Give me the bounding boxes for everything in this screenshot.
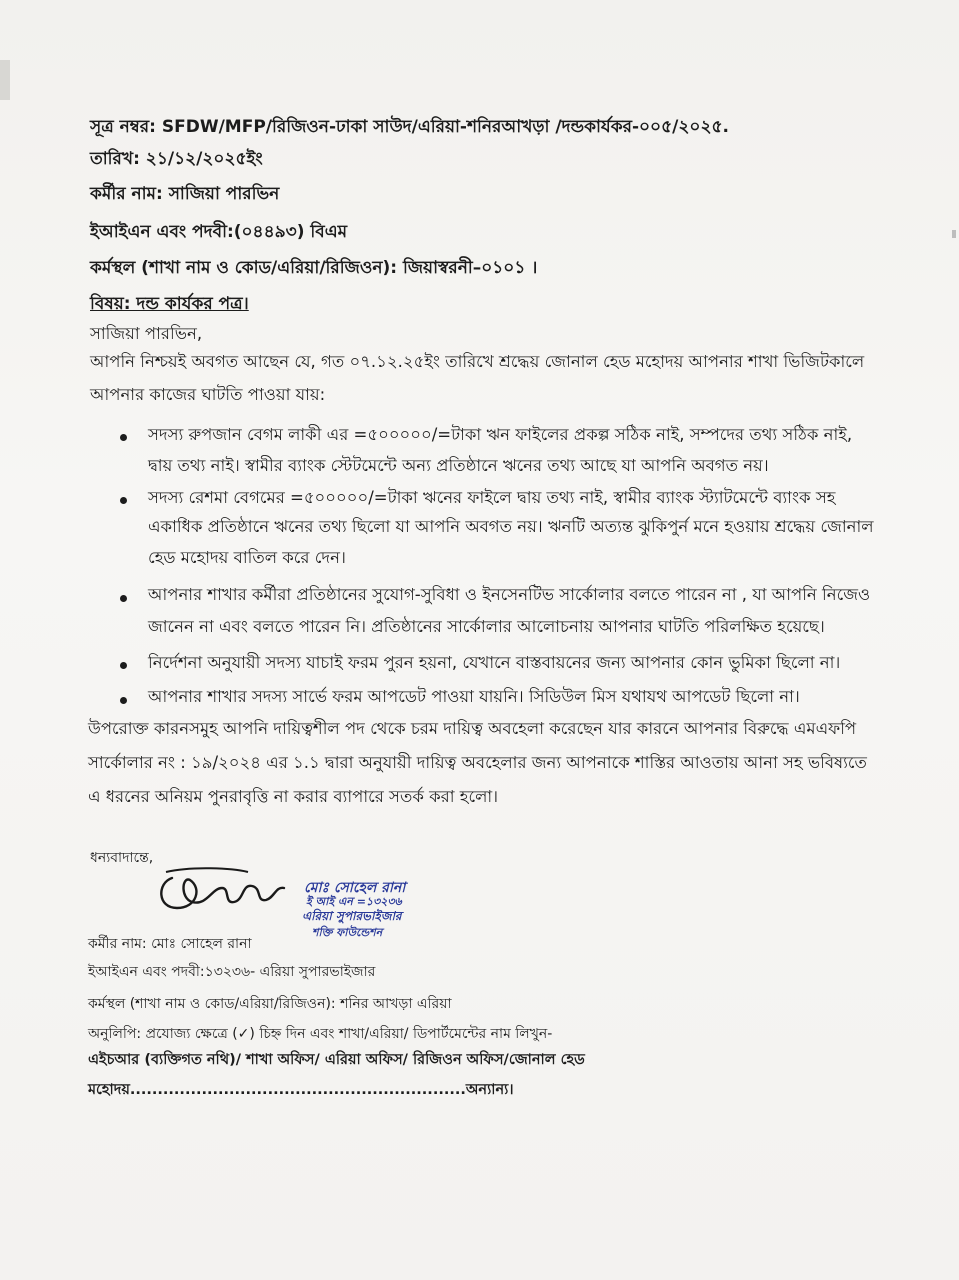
conclusion-line-1: উপরোক্ত কারনসমুহ আপনি দায়িত্বশীল পদ থেকে চরম দায়িত্ব অবহেলা করেছেন যার কারনে আপনার বিরুদ্ধে এমএফপি — [88, 719, 857, 738]
bullet-icon — [120, 595, 127, 602]
stamp-line-4: শক্তি ফাউন্ডেশন — [312, 926, 383, 939]
scan-edge-mark — [0, 60, 10, 100]
closing: ধন্যবাদান্তে, — [90, 850, 154, 866]
cc-line-2: এইচআর (ব্যক্তিগত নথি)/ শাখা অফিস/ এরিয়া অফিস/ রিজিওন অফিস/জোনাল হেড — [88, 1052, 585, 1068]
intro-line-2: আপনার কাজের ঘাটতি পাওয়া যায়: — [90, 385, 326, 404]
bullet-5-line-1: আপনার শাখার সদস্য সার্ভে ফরম আপডেট পাওয়া যায়নি। সিডিউল মিস যথাযথ আপডেট ছিলো না। — [148, 687, 800, 706]
salutation: সাজিয়া পারভিন, — [90, 324, 203, 343]
official-stamp — [300, 876, 440, 944]
cc-line-3: মহোদয়.............................................................অন্যান্য। — [88, 1082, 514, 1098]
sender-workplace: কর্মস্থল (শাখা নাম ও কোড/এরিয়া/রিজিওন): শনির আখড়া এরিয়া — [88, 996, 452, 1012]
employee-name: কর্মীর নাম: সাজিয়া পারভিন — [90, 184, 280, 204]
sender-ein-designation: ইআইএন এবং পদবী:১৩২৩৬- এরিয়া সুপারভাইজার — [88, 964, 376, 980]
bullet-4-line-1: নির্দেশনা অনুযায়ী সদস্য যাচাই ফরম পুরন হয়না, যেখানে বাস্তবায়নের জন্য আপনার কোন ভুমিকা ছিলো না। — [148, 653, 841, 672]
bullet-icon — [120, 697, 127, 704]
letter-date: তারিখ: ২১/১২/২০২৫ইং — [90, 149, 263, 169]
bullet-2-line-1: সদস্য রেশমা বেগমের =৫০০০০০/=টাকা ঋনের ফাইলে দ্বায় তথ্য নাই, স্বামীর ব্যাংক স্ট্যাটমেন্টে ব্যাংক সহ — [148, 488, 836, 507]
bullet-icon — [120, 434, 127, 441]
bullet-icon — [120, 662, 127, 669]
bullet-2-line-2: একাধিক প্রতিষ্ঠানে ঋনের তথ্য ছিলো যা আপনি অবগত নয়। ঋনটি অত্যন্ত ঝুকিপুর্ন মনে হওয়ায় শ্রদ্ধেয় জোনাল — [148, 517, 874, 536]
stamp-line-2: ই আই এন =১৩২৩৬ — [306, 895, 402, 908]
employee-workplace: কর্মস্থল (শাখা নাম ও কোড/এরিয়া/রিজিওন): জিয়াস্বরনী–০১০১ । — [90, 258, 538, 278]
cc-line-1: অনুলিপি: প্রযোজ্য ক্ষেত্রে (✓) চিহ্ন দিন এবং শাখা/এরিয়া/ ডিপার্টমেন্টের নাম লিখুন- — [88, 1026, 553, 1042]
employee-ein-designation: ইআইএন এবং পদবী:(০৪৪৯৩) বিএম — [90, 222, 348, 242]
conclusion-line-2: সার্কোলার নং : ১৯/২০২৪ এর ১.১ দ্বারা অনুযায়ী দায়িত্ব অবহেলার জন্য আপনাকে শাস্তির আওতায় আনা সহ ভবিষ্যতে — [88, 753, 867, 772]
bullet-3-line-1: আপনার শাখার কর্মীরা প্রতিষ্ঠানের সুযোগ-সুবিধা ও ইনসেনটিভ সার্কোলার বলতে পারেন না , যা আপনি নিজেও — [148, 585, 871, 604]
bullet-1-line-2: দ্বায় তথ্য নাই। স্বামীর ব্যাংক স্টেটমেন্টে অন্য প্রতিষ্ঠানে ঋনের তথ্য আছে যা আপনি অবগত নয়। — [148, 456, 769, 475]
stamp-line-1: মোঃ সোহেল রানা — [304, 880, 406, 896]
intro-line-1: আপনি নিশ্চয়ই অবগত আছেন যে, গত ০৭.১২.২৫ইং তারিখে শ্রদ্ধেয় জোনাল হেড মহোদয় আপনার শাখা ভিজিটকালে — [90, 352, 865, 371]
sender-name: কর্মীর নাম: মোঃ সোহেল রানা — [88, 936, 252, 952]
reference-number: সূত্র নম্বর: SFDW/MFP/রিজিওন-ঢাকা সাউদ/এরিয়া-শনিরআখড়া /দন্ডকার্যকর-০০৫/২০২৫. — [90, 117, 729, 137]
scan-dot-mark — [952, 230, 956, 238]
signature — [152, 858, 292, 918]
bullet-icon — [120, 497, 127, 504]
bullet-1-line-1: সদস্য রুপজান বেগম লাকী এর =৫০০০০০/=টাকা ঋন ফাইলের প্রকল্প সঠিক নাই, সম্পদের তথ্য সঠিক নাই, — [148, 425, 853, 444]
stamp-line-3: এরিয়া সুপারভাইজার — [302, 909, 402, 923]
bullet-3-line-2: জানেন না এবং বলতে পারেন নি। প্রতিষ্ঠানের সার্কোলার আলোচনায় আপনার ঘাটতি পরিলক্ষিত হয়েছে। — [148, 617, 825, 636]
conclusion-line-3: এ ধরনের অনিয়ম পুনরাবৃত্তি না করার ব্যাপারে সতর্ক করা হলো। — [88, 787, 499, 806]
bullet-2-line-3: হেড মহোদয় বাতিল করে দেন। — [148, 548, 346, 567]
letter-subject: বিষয়: দন্ড কার্যকর পত্র। — [90, 294, 249, 314]
